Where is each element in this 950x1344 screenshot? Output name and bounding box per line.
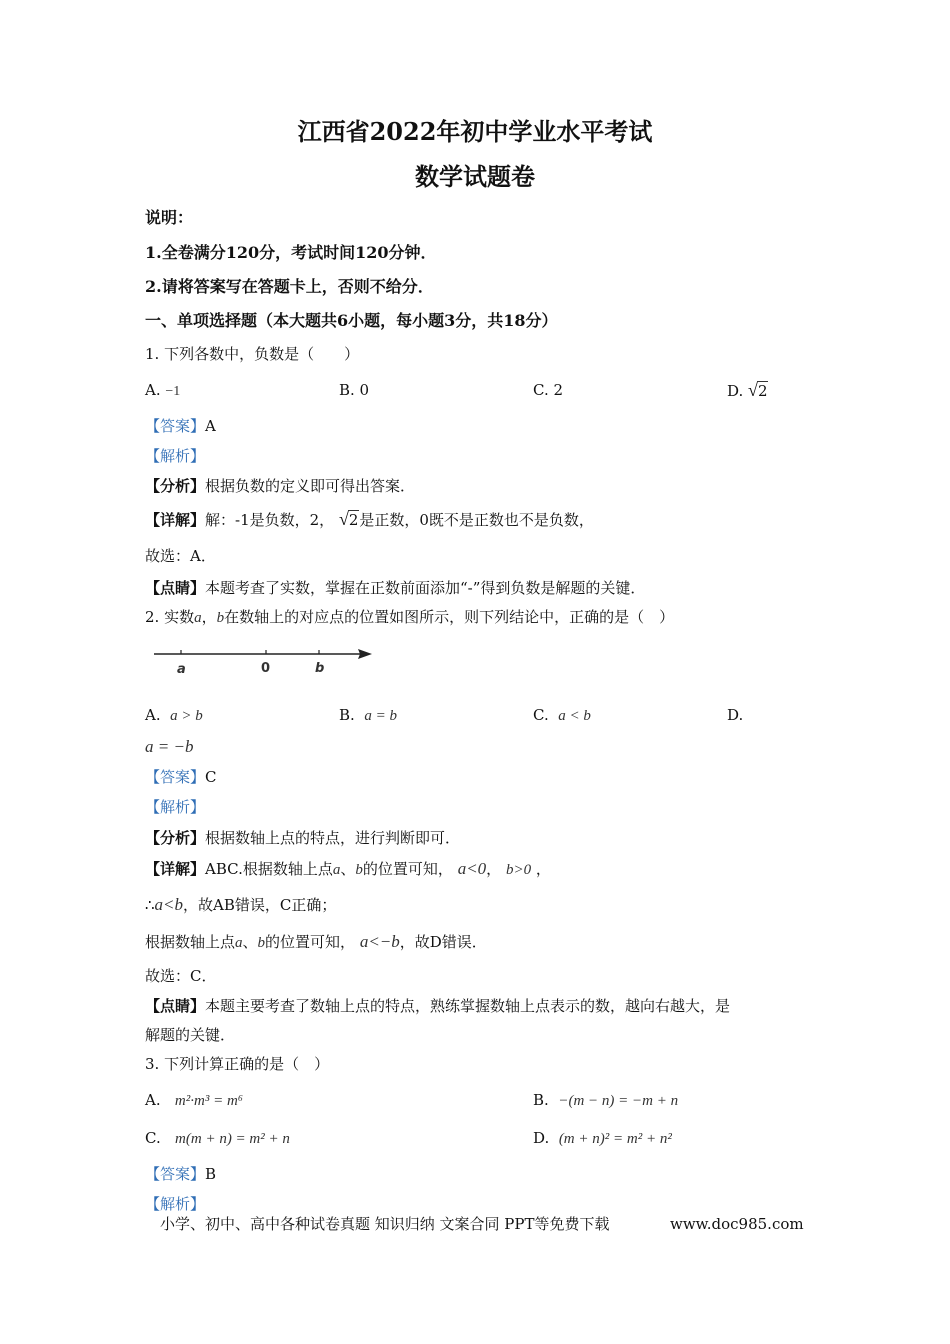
q2-option-b: B. a = b bbox=[339, 706, 397, 724]
q2-detail-2: ∴a<b，故AB错误，C正确； bbox=[145, 895, 337, 914]
exam-title: 江西省2022年初中学业水平考试 bbox=[297, 117, 653, 146]
section-heading: 一、单项选择题（本大题共6小题，每小题3分，共18分） bbox=[145, 311, 558, 330]
q1-choose: 故选：A． bbox=[145, 547, 216, 565]
q1-fenxi: 【分析】根据负数的定义即可得出答案． bbox=[145, 477, 416, 495]
q1-stem: 1. 下列各数中，负数是（ ） bbox=[145, 345, 360, 363]
number-line-figure bbox=[150, 642, 380, 682]
arrow-head-icon bbox=[358, 649, 372, 659]
q2-stem: 2. 实数a，b在数轴上的对应点的位置如图所示，则下列结论中，正确的是（ ） bbox=[145, 608, 675, 626]
q1-detail: 【详解】解：-1是负数，2， √2是正数，0既不是正数也不是负数， bbox=[145, 509, 594, 529]
notes-label: 说明： bbox=[145, 208, 194, 227]
q2-choose: 故选：C． bbox=[145, 967, 217, 985]
q1-dianjing: 【点睛】本题考查了实数，掌握在正数前面添加“-”得到负数是解题的关键． bbox=[145, 579, 646, 597]
q2-detail-1: 【详解】ABC.根据数轴上点a、b的位置可知， a<0， b>0 ， bbox=[145, 859, 551, 878]
point-zero-label: 0 bbox=[261, 661, 271, 676]
q1-option-c: C. 2 bbox=[533, 381, 564, 399]
point-b-label: b bbox=[315, 661, 325, 676]
point-a-label: a bbox=[177, 662, 186, 677]
q1-answer: 【答案】A bbox=[145, 417, 216, 435]
q3-option-c: C. m(m + n) = m² + n bbox=[145, 1129, 290, 1147]
q2-option-d-label: D. bbox=[727, 706, 744, 724]
q2-fenxi: 【分析】根据数轴上点的特点，进行判断即可． bbox=[145, 829, 461, 847]
q1-option-b: B. 0 bbox=[339, 381, 370, 399]
q2-analysis-tag: 【解析】 bbox=[145, 798, 206, 816]
note-2: 2.请将答案写在答题卡上，否则不给分． bbox=[145, 277, 434, 296]
q2-option-a: A. a > b bbox=[145, 706, 203, 724]
exam-subtitle: 数学试题卷 bbox=[415, 162, 535, 191]
footer-url[interactable]: www.doc985.com bbox=[670, 1215, 804, 1233]
footer-text: 小学、初中、高中各种试卷真题 知识归纳 文案合同 PPT等免费下载 bbox=[160, 1215, 610, 1233]
q3-stem: 3. 下列计算正确的是（ ） bbox=[145, 1055, 330, 1073]
q2-answer: 【答案】C bbox=[145, 768, 217, 786]
q2-option-d: a = −b bbox=[145, 737, 194, 756]
q2-dianjing-cont: 解题的关键． bbox=[145, 1026, 236, 1044]
q1-option-d: D. √2 bbox=[727, 380, 768, 400]
q2-dianjing: 【点睛】本题主要考查了数轴上点的特点，熟练掌握数轴上点表示的数，越向右越大，是 bbox=[145, 997, 731, 1015]
q2-option-c: C. a < b bbox=[533, 706, 591, 724]
q3-option-b: B. −(m − n) = −m + n bbox=[533, 1091, 679, 1109]
q3-answer: 【答案】B bbox=[145, 1165, 217, 1183]
note-1: 1.全卷满分120分，考试时间120分钟． bbox=[145, 243, 437, 262]
q1-option-a: A. −1 bbox=[145, 381, 181, 399]
q3-option-d: D. (m + n)² = m² + n² bbox=[533, 1129, 672, 1147]
q1-analysis-tag: 【解析】 bbox=[145, 447, 206, 465]
q2-detail-3: 根据数轴上点a、b的位置可知， a<−b，故D错误． bbox=[145, 932, 487, 951]
q3-option-a: A. m²·m³ = m⁶ bbox=[145, 1091, 244, 1109]
q3-analysis-tag: 【解析】 bbox=[145, 1195, 206, 1213]
